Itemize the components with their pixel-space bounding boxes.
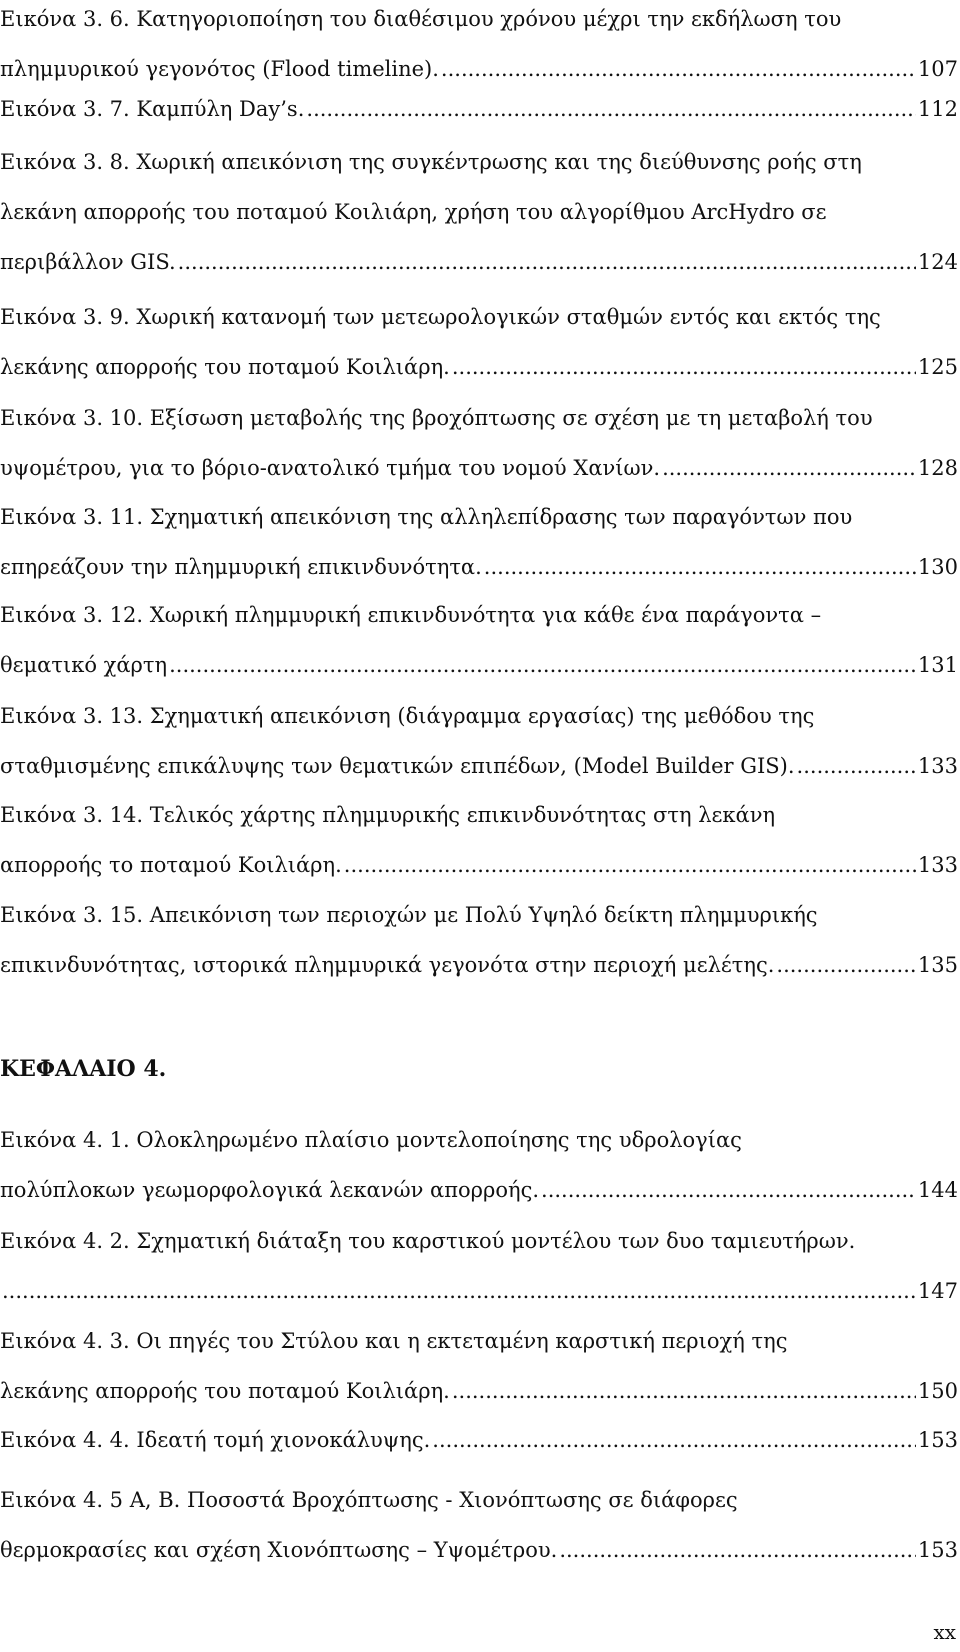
toc-entry-3-8[interactable] [0,137,958,287]
entry-text-line2: σταθμισμένης επικάλυψης των θεματικών επιπέδων, (Model Builder GIS). [0,754,795,778]
toc-entry-3-10[interactable] [0,393,958,493]
entry-text-line2-row [0,640,958,690]
leader-dots [169,640,916,690]
entry-text-line2-row [0,840,958,890]
entry-page-number: 131 [917,653,958,677]
entry-page-number: 135 [917,953,958,977]
entry-page-number: 150 [917,1379,958,1403]
leader-dots [541,1165,916,1215]
entry-page-number: 112 [917,97,958,121]
entry-text-line1: Εικόνα 3. 14. Τελικός χάρτης πλημμυρικής επικινδυνότητας στη λεκάνη [0,803,776,827]
entry-text-line2-row [0,741,958,791]
leader-dots [452,342,916,392]
entry-page-number: 133 [917,754,958,778]
entry-text-line2: υψομέτρου, για το βόριο-ανατολικό τμήμα του νομού Χανίων. [0,456,661,480]
entry-text-line2-row [0,1525,958,1575]
chapter-heading: ΚΕΦΑΛΑΙΟ 4. [0,1056,167,1082]
entry-text-line2: πολύπλοκων γεωμορφολογικά λεκανών απορροής. [0,1178,540,1202]
entry-text-line1: Εικόνα 4. 3. Οι πηγές του Στύλου και η εκτεταμένη καρστική περιοχή της [0,1329,788,1353]
leader-dots [662,443,916,493]
toc-entry-3-6[interactable] [0,0,958,94]
entry-text-line2: λεκάνης απορροής του ποταμού Κοιλιάρη. [0,1379,450,1403]
entry-text-line2-row [0,1266,958,1316]
entry-text-line2-row [0,443,958,493]
leader-dots [344,840,916,890]
toc-entry-3-15[interactable] [0,890,958,990]
entry-text-line2: Εικόνα 3. 7. Καμπύλη Day’s. [0,97,305,121]
entry-text-line1: Εικόνα 4. 5 Α, Β. Ποσοστά Βροχόπτωσης - Χιονόπτωσης σε διάφορες [0,1488,738,1512]
entry-text-line1: Εικόνα 3. 13. Σχηματική απεικόνιση (διάγραμμα εργασίας) της μεθόδου της [0,704,815,728]
entry-text-line2: θερμοκρασίες και σχέση Χιονόπτωσης – Υψομέτρου. [0,1538,558,1562]
entry-text-line2: επηρεάζουν την πλημμυρική επικινδυνότητα. [0,555,482,579]
entry-page-number: 124 [917,250,958,274]
leader-dots [306,84,916,134]
entry-text-line1: Εικόνα 3. 6. Κατηγοριοποίηση του διαθέσιμου χρόνου μέχρι την εκδήλωση του [0,7,842,31]
entry-text-line2: πλημμυρικού γεγονότος (Flood timeline). [0,57,439,81]
toc-entry-4-1[interactable] [0,1115,958,1215]
entry-text-line2-row [0,1366,958,1416]
leader-dots [776,940,916,990]
entry-text-line2-row [0,542,958,592]
entry-text-line2-row [0,940,958,990]
entry-text-line1b: λεκάνη απορροής του ποταμού Κοιλιάρη, χρήση του αλγορίθμου ArcHydro σε [0,200,827,224]
entry-text-line1: Εικόνα 3. 10. Εξίσωση μεταβολής της βροχόπτωσης σε σχέση με τη μεταβολή του [0,406,873,430]
entry-text-line2-row [0,84,958,134]
entry-text-line2-row [0,1415,958,1465]
entry-page-number: 125 [917,355,958,379]
entry-text-line2-row [0,237,958,287]
entry-page-number: 153 [917,1538,958,1562]
leader-dots [484,542,916,592]
entry-page-number: 153 [917,1428,958,1452]
leader-dots [452,1366,916,1416]
toc-entry-4-3[interactable] [0,1316,958,1416]
toc-entry-4-4[interactable] [0,1415,958,1465]
entry-text-line2: επικινδυνότητας, ιστορικά πλημμυρικά γεγονότα στην περιοχή μελέτης. [0,953,775,977]
toc-entry-3-13[interactable] [0,691,958,791]
toc-entry-4-2[interactable] [0,1216,958,1316]
entry-text-line1: Εικόνα 3. 9. Χωρική κατανομή των μετεωρολογικών σταθμών εντός και εκτός της [0,305,881,329]
entry-page-number: 144 [917,1178,958,1202]
entry-text-line2: λεκάνης απορροής του ποταμού Κοιλιάρη. [0,355,450,379]
entry-text-line1: Εικόνα 4. 2. Σχηματική διάταξη του καρστικού μοντέλου των δυο ταμιευτήρων. [0,1229,856,1253]
entry-text-line1: Εικόνα 3. 15. Απεικόνιση των περιοχών με Πολύ Υψηλό δείκτη πλημμυρικής [0,903,818,927]
leader-dots [178,237,916,287]
entry-text-line2-row [0,1165,958,1215]
entry-text-line2-row [0,342,958,392]
entry-text-line2: περιβάλλον GIS. [0,250,176,274]
entry-text-line1: Εικόνα 3. 11. Σχηματική απεικόνιση της αλληλεπίδρασης των παραγόντων που [0,505,853,529]
toc-entry-3-11[interactable] [0,492,958,592]
leader-dots [2,1266,916,1316]
leader-dots [559,1525,916,1575]
toc-entry-3-7[interactable] [0,84,958,134]
entry-page-number: 107 [917,57,958,81]
entry-text-line2: θεματικό χάρτη [0,653,168,677]
entry-text-line1: Εικόνα 3. 8. Χωρική απεικόνιση της συγκέντρωσης και της διεύθυνσης ροής στη [0,150,862,174]
entry-text-line2: απορροής το ποταμού Κοιλιάρη. [0,853,342,877]
entry-text-line1: Εικόνα 3. 12. Χωρική πλημμυρική επικινδυνότητα για κάθε ένα παράγοντα – [0,603,822,627]
toc-entry-3-14[interactable] [0,790,958,890]
entry-page-number: 130 [917,555,958,579]
page-number: xx [933,1620,956,1644]
entry-page-number: 133 [917,853,958,877]
entry-text-line1: Εικόνα 4. 1. Ολοκληρωμένο πλαίσιο μοντελοποίησης της υδρολογίας [0,1128,742,1152]
leader-dots [797,741,916,791]
toc-entry-3-9[interactable] [0,292,958,392]
entry-page-number: 147 [917,1279,958,1303]
toc-entry-3-12[interactable] [0,590,958,690]
toc-entry-4-5[interactable] [0,1475,958,1575]
leader-dots [432,1415,916,1465]
entry-page-number: 128 [917,456,958,480]
entry-text-line2: Εικόνα 4. 4. Ιδεατή τομή χιονοκάλυψης. [0,1428,431,1452]
